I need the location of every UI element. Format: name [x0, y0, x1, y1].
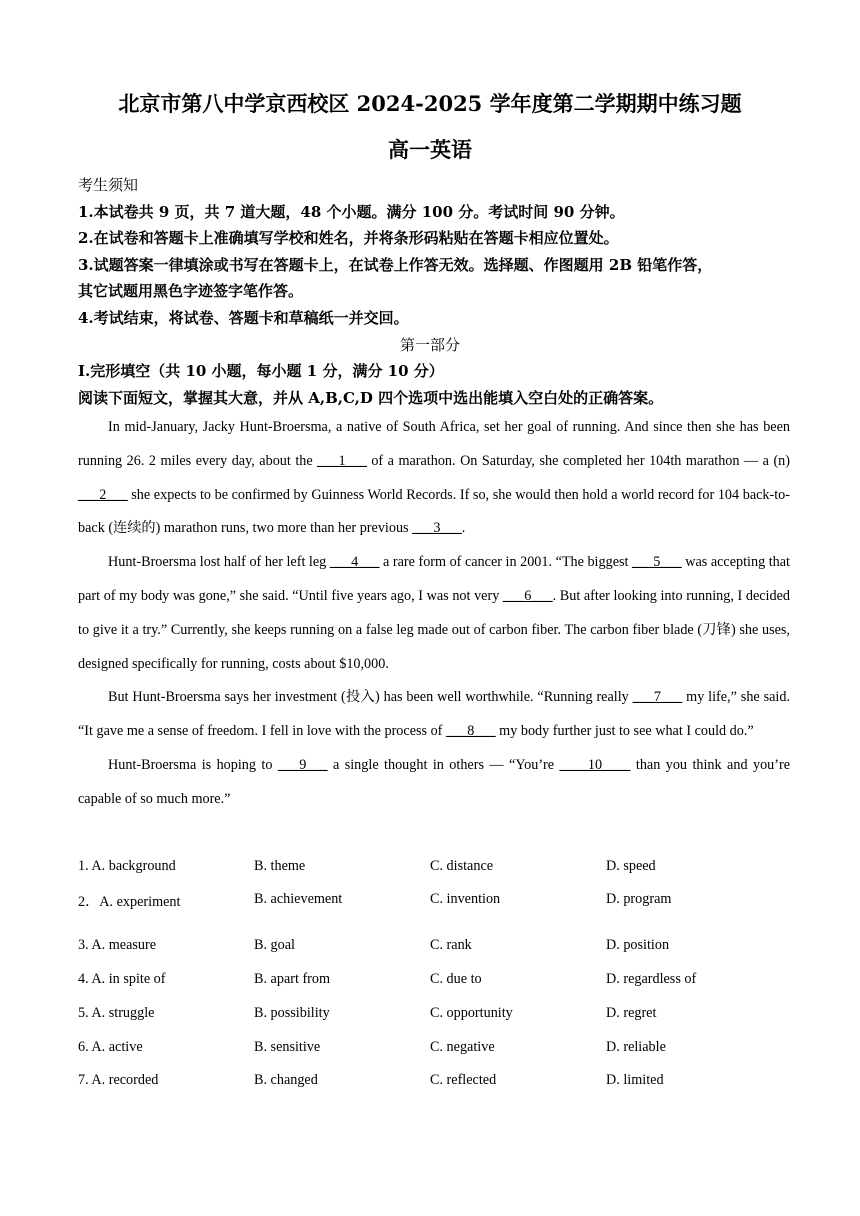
passage-paragraph-4: Hunt-Broersma is hoping to ___9___ a single thought in others — “You’re ____10____ than you think and you’re capable of so much more.” [78, 756, 790, 807]
question-7 [78, 1072, 798, 1092]
passage-paragraph-1: In mid-January, Jacky Hunt-Broersma, a native of South Africa, set her goal of running. And since then she has been running 26. 2 miles every day, about the ___1___ of a marathon. On Saturday, she completed her 104th marathon — a (n) ___2___ she expects to be confirmed by Guinness World Records. If so, she would then hold a world record for 104 back-to-back (连续的) marathon runs, two more than her previous ___3___. [78, 419, 790, 537]
blank-8: ___8___ [445, 723, 496, 740]
blank-7: ___7___ [632, 689, 683, 706]
option-d[interactable]: D. limited [606, 1072, 664, 1088]
notice-item-2: 2.在试卷和答题卡上准确填写学校和姓名，并将条形码粘贴在答题卡相应位置处。 [78, 229, 619, 247]
option-b[interactable]: B. sensitive [254, 1039, 321, 1055]
blank-10: ____10____ [559, 756, 631, 773]
notice-item-3-cont: 其它试题用黑色字迹签字笔作答。 [78, 282, 304, 300]
option-d[interactable]: D. program [606, 891, 672, 907]
question-2 [78, 891, 798, 911]
option-c[interactable]: C. invention [430, 891, 501, 907]
option-c[interactable]: C. opportunity [430, 1005, 513, 1021]
option-d[interactable]: D. reliable [606, 1039, 666, 1055]
option-d[interactable]: D. regardless of [606, 971, 697, 987]
option-c[interactable]: C. rank [430, 937, 472, 953]
option-b[interactable]: B. possibility [254, 1005, 330, 1021]
question-6 [78, 1039, 798, 1059]
option-a[interactable]: 1. A. background [78, 858, 176, 874]
option-a[interactable]: 2．A. experiment [78, 894, 181, 910]
option-c[interactable]: C. reflected [430, 1072, 497, 1088]
cloze-passage [78, 411, 790, 817]
option-c[interactable]: C. distance [430, 858, 494, 874]
section-instruction: 阅读下面短文，掌握其大意，并从 A,B,C,D 四个选项中选出能填入空白处的正确答案。 [78, 389, 664, 407]
question-4 [78, 971, 798, 991]
notice-item-1: 1.本试卷共 9 页，共 7 道大题，48 个小题。满分 100 分。考试时间 90 分钟。 [78, 203, 625, 221]
option-d[interactable]: D. speed [606, 858, 656, 874]
option-a[interactable]: 7. A. recorded [78, 1072, 159, 1088]
option-a[interactable]: 6. A. active [78, 1039, 143, 1055]
blank-9: ___9___ [277, 756, 328, 773]
option-b[interactable]: B. achievement [254, 891, 343, 907]
option-d[interactable]: D. position [606, 937, 670, 953]
option-b[interactable]: B. changed [254, 1072, 318, 1088]
option-c[interactable]: C. negative [430, 1039, 495, 1055]
exam-subtitle: 高一英语 [388, 137, 472, 162]
option-a[interactable]: 3. A. measure [78, 937, 157, 953]
option-d[interactable]: D. regret [606, 1005, 657, 1021]
question-3 [78, 937, 798, 957]
option-b[interactable]: B. theme [254, 858, 306, 874]
blank-2: ___2___ [78, 486, 128, 503]
question-1 [78, 858, 798, 878]
option-a[interactable]: 4. A. in spite of [78, 971, 166, 987]
blank-6: ___6___ [502, 587, 553, 604]
passage-paragraph-3: But Hunt-Broersma says her investment (投入) has been well worthwhile. “Running really ___7___ my life,” she said. “It gave me a sense of freedom. I fell in love with the process of ___8___ my body further just to see what I could do.” [78, 689, 790, 740]
section-heading: Ⅰ.完形填空（共 10 小题，每小题 1 分，满分 10 分） [78, 362, 444, 380]
notice-item-3: 3.试题答案一律填涂或书写在答题卡上，在试卷上作答无效。选择题、作图题用 2B 铅笔作答， [78, 256, 713, 274]
blank-5: ___5___ [632, 554, 682, 571]
option-b[interactable]: B. goal [254, 937, 295, 953]
notice-heading: 考生须知 [78, 176, 139, 194]
option-a[interactable]: 5. A. struggle [78, 1005, 155, 1021]
notice-item-4: 4.考试结束，将试卷、答题卡和草稿纸一并交回。 [78, 309, 409, 327]
blank-3: ___3___ [412, 520, 462, 537]
option-b[interactable]: B. apart from [254, 971, 331, 987]
blank-4: ___4___ [329, 554, 380, 571]
exam-title: 北京市第八中学京西校区 2024-2025 学年度第二学期期中练习题 [118, 91, 742, 116]
passage-paragraph-2: Hunt-Broersma lost half of her left leg ___4___ a rare form of cancer in 2001. “The biggest ___5___ was accepting that part of my body was gone,” she said. “Until five years ago, I was not very ___6___. But after looking into running, I decided to give it a try.” Currently, she keeps running on a false leg made out of carbon fiber. The carbon fiber blade (刀锋) she uses, designed specifically for running, costs about $10,000. [78, 554, 790, 672]
option-c[interactable]: C. due to [430, 971, 482, 987]
part-label: 第一部分 [399, 336, 460, 354]
question-5 [78, 1005, 798, 1025]
blank-1: ___1___ [317, 452, 367, 469]
